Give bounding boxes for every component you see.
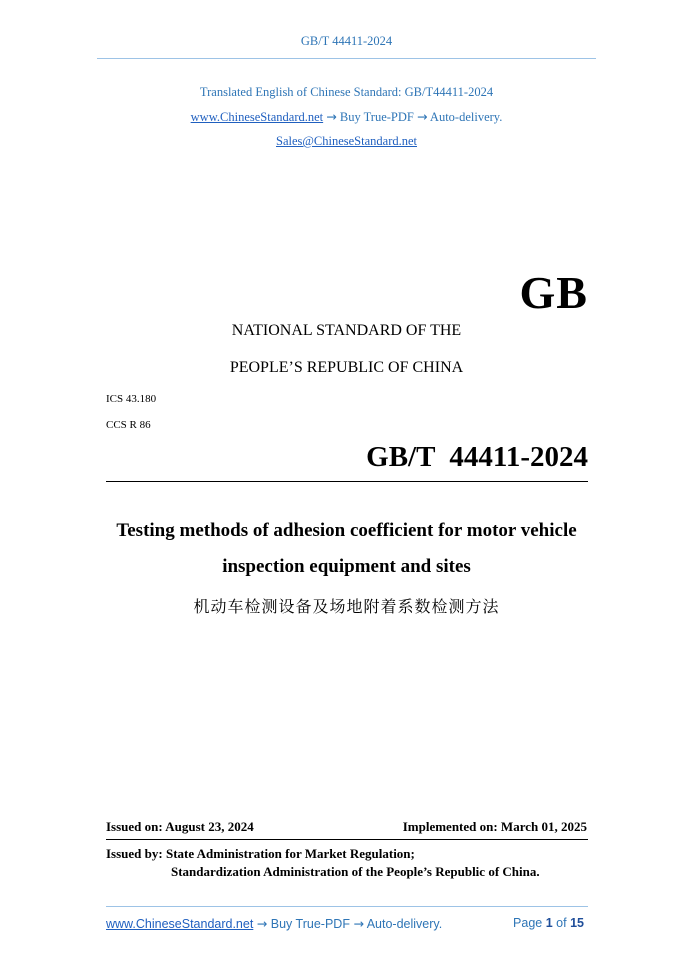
gb-mark: GB: [519, 267, 588, 318]
ccs-code: CCS R 86: [106, 419, 151, 431]
issue-rule: [106, 839, 588, 840]
page-word: Page: [513, 916, 543, 930]
national-standard-line-2: PEOPLE’S REPUBLIC OF CHINA: [229, 359, 464, 376]
standard-number: GB/T 44411-2024: [366, 441, 588, 473]
translation-note: Translated English of Chinese Standard: GB/T44411-2024: [199, 85, 494, 99]
email-line: [0, 134, 693, 149]
running-header: GB/T 44411-2024: [300, 34, 393, 48]
title-en-line-2: inspection equipment and sites: [222, 556, 471, 577]
issued-on: Issued on: August 23, 2024: [106, 819, 254, 834]
ics-code: ICS 43.180: [106, 393, 157, 405]
promo-line: [0, 109, 693, 125]
title-en-line-1: Testing methods of adhesion coefficient for motor vehicle: [116, 520, 577, 541]
buy-pdf-text: Buy True-PDF: [339, 110, 414, 124]
header-rule: [97, 58, 596, 59]
page-total: 15: [570, 916, 584, 930]
arrow-icon: →: [353, 916, 364, 931]
footer-promo: [106, 916, 442, 931]
arrow-icon: →: [326, 109, 337, 124]
national-standard-line-1: NATIONAL STANDARD OF THE: [231, 322, 462, 339]
email-link[interactable]: Sales@ChineseStandard.net: [276, 134, 417, 148]
title-cn: 机动车检测设备及场地附着系数检测方法: [193, 597, 500, 616]
footer-buy-text: Buy True-PDF: [270, 917, 350, 931]
of-word: of: [556, 916, 567, 930]
footer-site-link[interactable]: www.ChineseStandard.net: [106, 917, 254, 931]
page-indicator: [513, 916, 584, 930]
page-number: 1: [545, 916, 553, 930]
standard-number-rule: [106, 481, 588, 482]
arrow-icon: →: [417, 109, 428, 124]
issued-by-line-1: Issued by: State Administration for Market Regulation;: [106, 846, 415, 861]
footer-rule: [106, 906, 588, 907]
implemented-on: Implemented on: March 01, 2025: [402, 819, 587, 834]
auto-delivery-text: Auto-delivery.: [429, 110, 503, 124]
site-link[interactable]: www.ChineseStandard.net: [190, 110, 324, 124]
footer-delivery-text: Auto-delivery.: [366, 917, 443, 931]
issued-by-line-2: Standardization Administration of the People’s Republic of China.: [171, 864, 540, 879]
arrow-icon: →: [256, 916, 268, 931]
